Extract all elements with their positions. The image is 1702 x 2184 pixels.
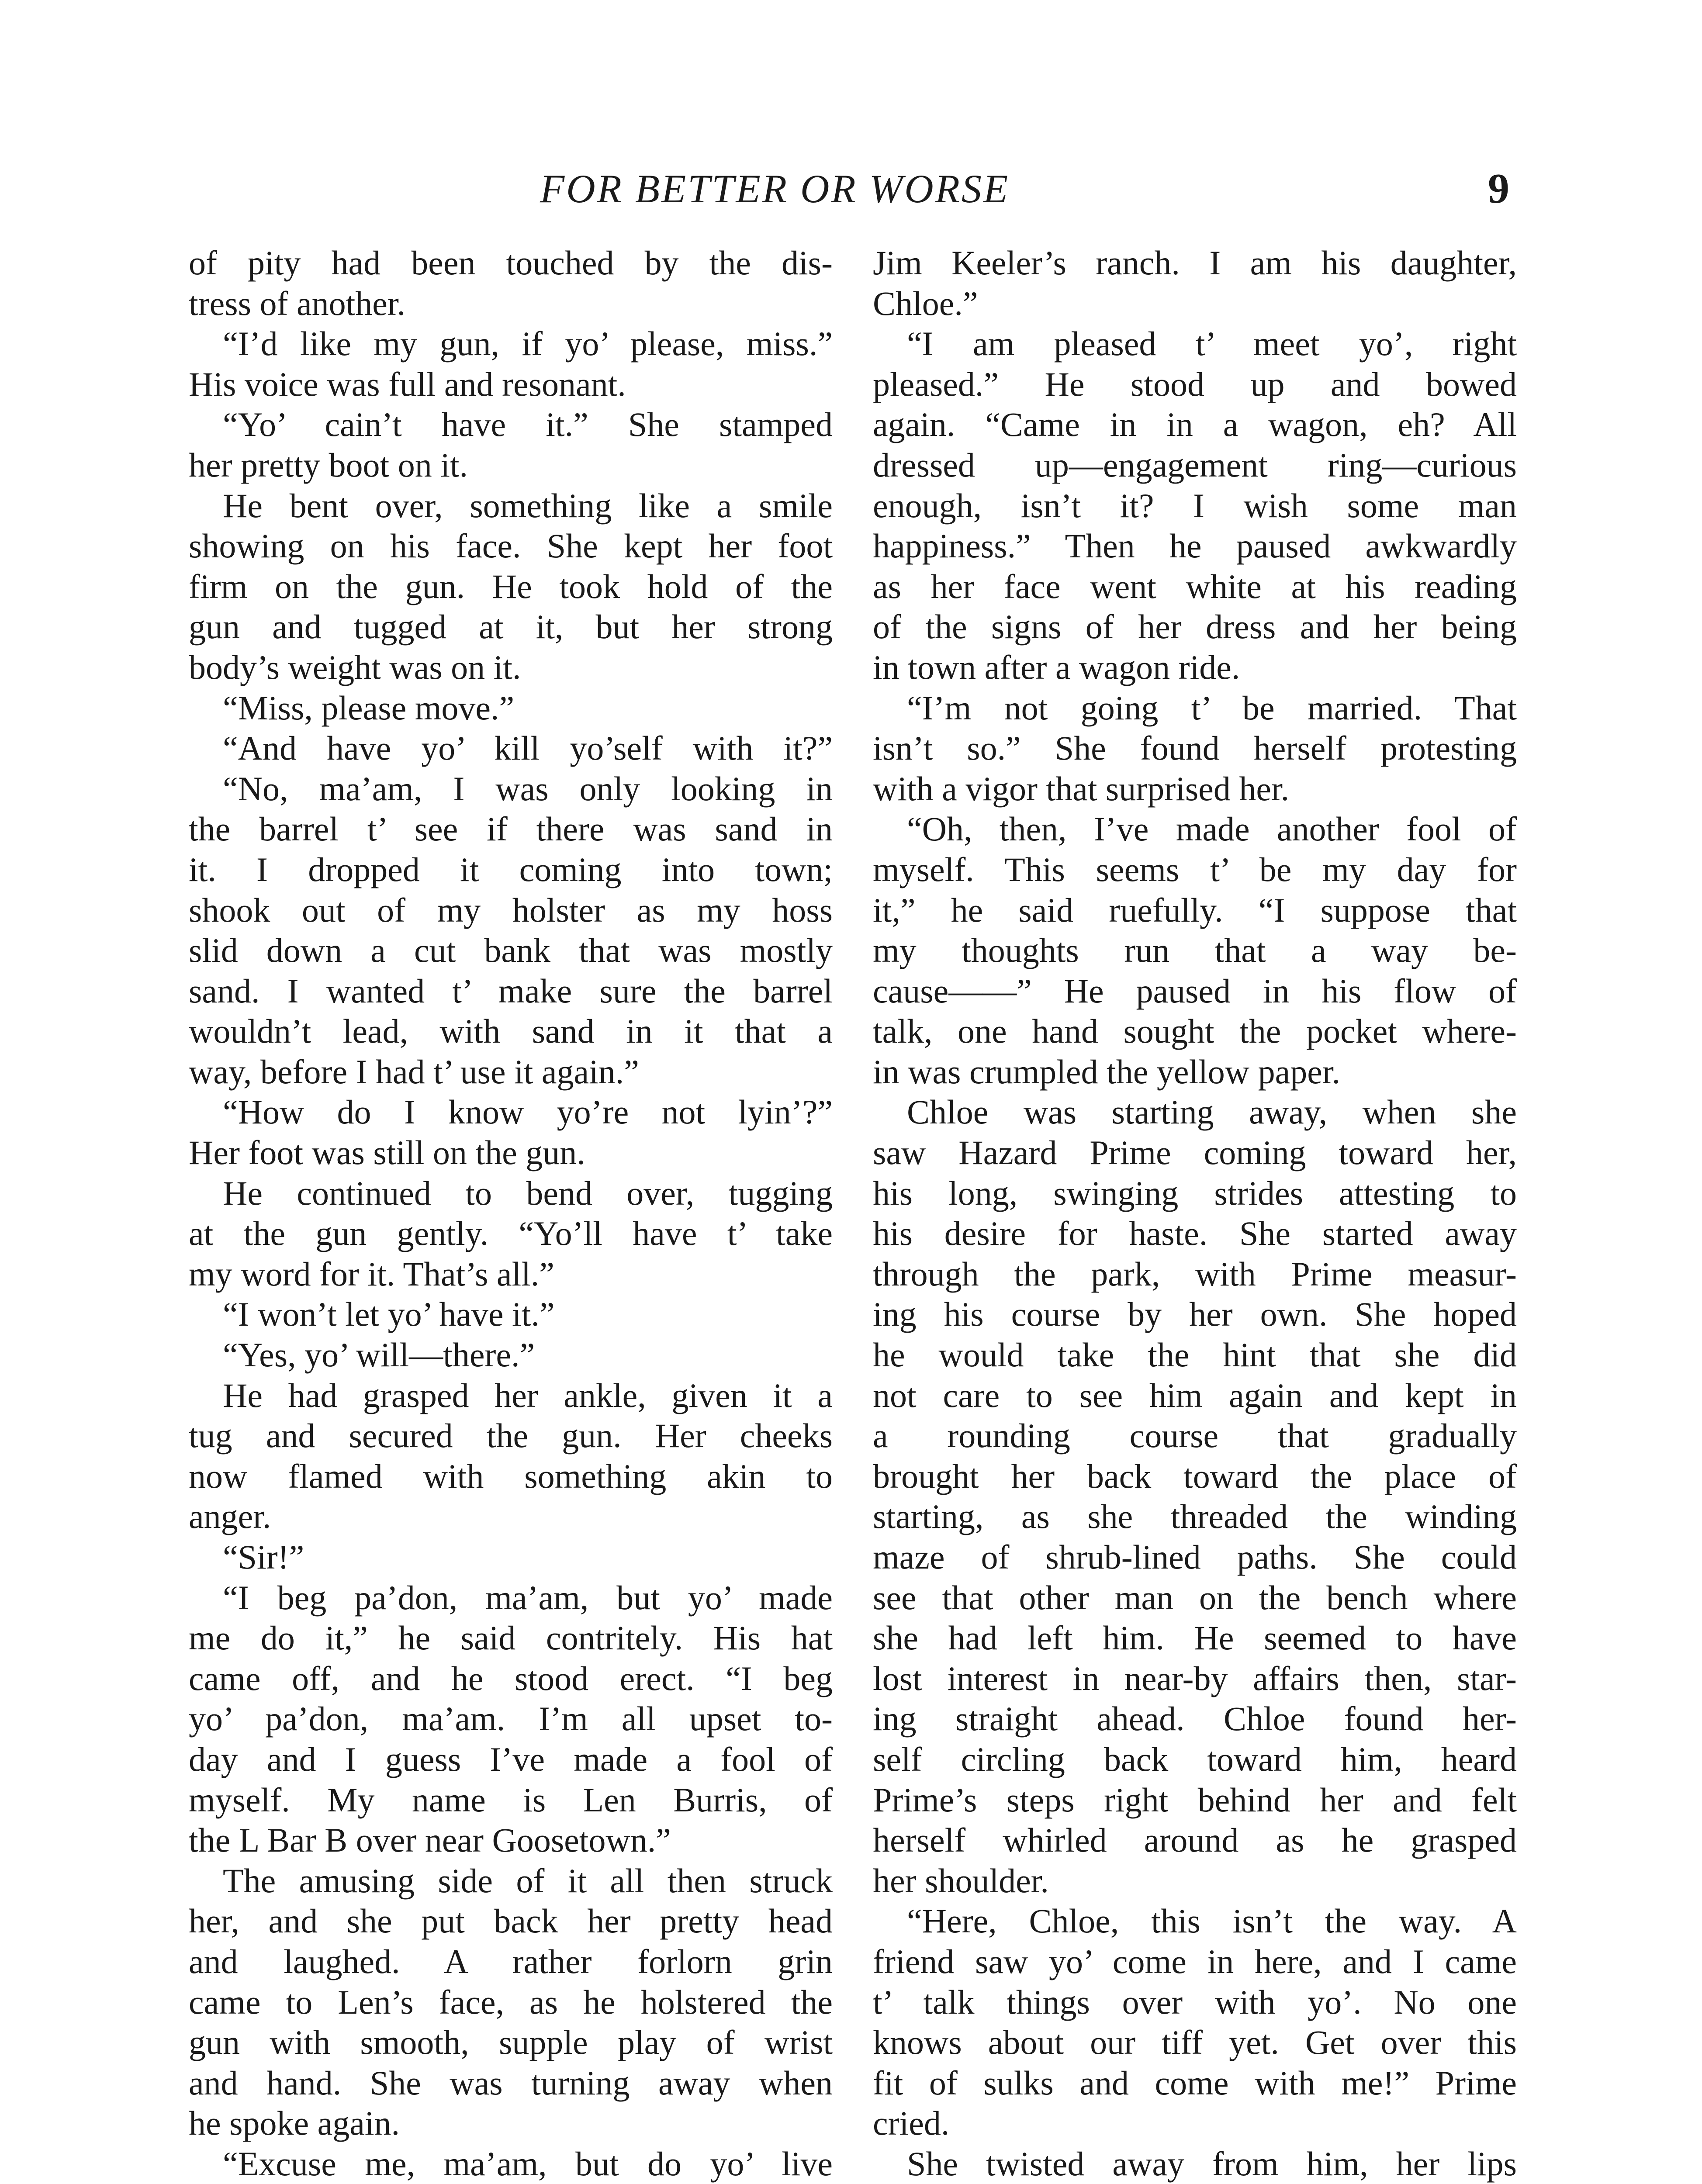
text-line: dressed up—engagement ring—curious bbox=[873, 446, 1517, 484]
text-line: “Yo’ cain’t have it.” She stamped bbox=[223, 405, 833, 444]
text-line: He bent over, something like a smile bbox=[223, 486, 833, 525]
text-line: lost interest in near-by affairs then, star- bbox=[873, 1659, 1517, 1697]
text-line: “No, ma’am, I was only looking in bbox=[223, 769, 833, 808]
text-line: shook out of my holster as my hoss bbox=[189, 891, 833, 929]
text-line: body’s weight was on it. bbox=[189, 648, 521, 686]
text-line: gun and tugged at it, but her strong bbox=[189, 608, 833, 646]
text-line: starting, as she threaded the winding bbox=[873, 1497, 1517, 1536]
text-line: gun with smooth, supple play of wrist bbox=[189, 2023, 833, 2062]
text-line: came off, and he stood erect. “I beg bbox=[189, 1659, 833, 1697]
text-line: came to Len’s face, as he holstered the bbox=[189, 1983, 833, 2021]
text-line: “I’d like my gun, if yo’ please, miss.” bbox=[223, 325, 833, 363]
text-line: see that other man on the bench where bbox=[873, 1578, 1517, 1617]
text-line: as her face went white at his reading bbox=[873, 567, 1517, 605]
text-line: her, and she put back her pretty head bbox=[189, 1902, 833, 1940]
text-line: “I won’t let yo’ have it.” bbox=[223, 1295, 555, 1334]
text-line: way, before I had t’ use it again.” bbox=[189, 1052, 639, 1091]
text-line: He had grasped her ankle, given it a bbox=[223, 1376, 833, 1414]
text-line: He continued to bend over, tugging bbox=[223, 1174, 833, 1212]
text-line: again. “Came in in a wagon, eh? All bbox=[873, 405, 1517, 444]
text-line: Chloe.” bbox=[873, 284, 978, 322]
text-line: the L Bar B over near Goosetown.” bbox=[189, 1821, 671, 1859]
text-line: His voice was full and resonant. bbox=[189, 365, 626, 403]
text-line: she had left him. He seemed to have bbox=[873, 1619, 1517, 1657]
text-line: at the gun gently. “Yo’ll have t’ take bbox=[189, 1214, 833, 1253]
text-line: cried. bbox=[873, 2104, 950, 2143]
text-line: in town after a wagon ride. bbox=[873, 648, 1240, 686]
text-line: happiness.” Then he paused awkwardly bbox=[873, 527, 1517, 565]
text-line: self circling back toward him, heard bbox=[873, 1740, 1517, 1778]
text-line: maze of shrub-lined paths. She could bbox=[873, 1538, 1517, 1576]
text-line: and laughed. A rather forlorn grin bbox=[189, 1942, 833, 1980]
text-line: and hand. She was turning away when bbox=[189, 2063, 833, 2102]
text-line: saw Hazard Prime coming toward her, bbox=[873, 1133, 1517, 1172]
text-line: “I beg pa’don, ma’am, but yo’ made bbox=[223, 1578, 833, 1617]
text-line: showing on his face. She kept her foot bbox=[189, 527, 833, 565]
text-line: he would take the hint that she did bbox=[873, 1336, 1517, 1374]
text-line: of pity had been touched by the dis- bbox=[189, 244, 833, 282]
text-line: in was crumpled the yellow paper. bbox=[873, 1052, 1341, 1091]
text-line: “I am pleased t’ meet yo’, right bbox=[907, 325, 1517, 363]
text-line: the barrel t’ see if there was sand in bbox=[189, 810, 833, 848]
text-line: he spoke again. bbox=[189, 2104, 400, 2143]
text-line: wouldn’t lead, with sand in it that a bbox=[189, 1012, 833, 1051]
text-line: tug and secured the gun. Her cheeks bbox=[189, 1417, 833, 1455]
text-line: “Excuse me, ma’am, but do yo’ live bbox=[223, 2144, 833, 2183]
text-line: cause——” He paused in his flow of bbox=[873, 971, 1517, 1010]
text-line: through the park, with Prime measur- bbox=[873, 1254, 1517, 1293]
text-line: anger. bbox=[189, 1497, 271, 1536]
text-line: slid down a cut bank that was mostly bbox=[189, 931, 833, 970]
text-line: myself. My name is Len Burris, of bbox=[189, 1780, 833, 1819]
text-line: isn’t so.” She found herself protesting bbox=[873, 729, 1517, 767]
text-line: “I’m not going t’ be married. That bbox=[907, 688, 1517, 727]
text-line: friend saw yo’ come in here, and I came bbox=[873, 1942, 1517, 1980]
text-line: his desire for haste. She started away bbox=[873, 1214, 1517, 1253]
text-line: Chloe was starting away, when she bbox=[907, 1093, 1517, 1131]
text-line: sand. I wanted t’ make sure the barrel bbox=[189, 971, 833, 1010]
text-line: of the signs of her dress and her being bbox=[873, 608, 1517, 646]
text-line: ing straight ahead. Chloe found her- bbox=[873, 1700, 1517, 1738]
text-line: it. I dropped it coming into town; bbox=[189, 850, 833, 888]
text-line: pleased.” He stood up and bowed bbox=[873, 365, 1517, 403]
text-line: myself. This seems t’ be my day for bbox=[873, 850, 1517, 888]
text-line: knows about our tiff yet. Get over this bbox=[873, 2023, 1517, 2062]
text-line: it,” he said ruefully. “I suppose that bbox=[873, 891, 1517, 929]
text-line: “And have yo’ kill yo’self with it?” bbox=[223, 729, 833, 767]
text-line: t’ talk things over with yo’. No one bbox=[873, 1983, 1517, 2021]
text-line: now flamed with something akin to bbox=[189, 1457, 833, 1495]
text-line: “Miss, please move.” bbox=[223, 688, 515, 727]
text-line: ing his course by her own. She hoped bbox=[873, 1295, 1517, 1334]
text-line: tress of another. bbox=[189, 284, 406, 322]
text-line: enough, isn’t it? I wish some man bbox=[873, 486, 1517, 525]
text-line: “Here, Chloe, this isn’t the way. A bbox=[907, 1902, 1517, 1940]
text-line: talk, one hand sought the pocket where- bbox=[873, 1012, 1517, 1051]
text-line: her pretty boot on it. bbox=[189, 446, 468, 484]
text-line: her shoulder. bbox=[873, 1861, 1049, 1900]
text-line: “Yes, yo’ will—there.” bbox=[223, 1336, 535, 1374]
text-line: me do it,” he said contritely. His hat bbox=[189, 1619, 833, 1657]
text-line: herself whirled around as he grasped bbox=[873, 1821, 1517, 1859]
text-line: firm on the gun. He took hold of the bbox=[189, 567, 833, 605]
text-line: a rounding course that gradually bbox=[873, 1417, 1517, 1455]
text-line: She twisted away from him, her lips bbox=[907, 2144, 1517, 2183]
text-line: my thoughts run that a way be- bbox=[873, 931, 1517, 970]
page-number: 9 bbox=[1488, 165, 1509, 212]
text-line: “Sir!” bbox=[223, 1538, 304, 1576]
text-line: The amusing side of it all then struck bbox=[223, 1861, 833, 1900]
text-line: yo’ pa’don, ma’am. I’m all upset to- bbox=[189, 1700, 833, 1738]
text-line: day and I guess I’ve made a fool of bbox=[189, 1740, 833, 1778]
running-head bbox=[0, 162, 1702, 219]
left-text-column bbox=[189, 243, 833, 2184]
running-title: FOR BETTER OR WORSE bbox=[540, 166, 1010, 211]
text-line: his long, swinging strides attesting to bbox=[873, 1174, 1517, 1212]
text-line: “How do I know yo’re not lyin’?” bbox=[223, 1093, 833, 1131]
text-line: Prime’s steps right behind her and felt bbox=[873, 1780, 1517, 1819]
text-line: fit of sulks and come with me!” Prime bbox=[873, 2063, 1517, 2102]
text-line: my word for it. That’s all.” bbox=[189, 1254, 554, 1293]
text-line: “Oh, then, I’ve made another fool of bbox=[907, 810, 1517, 848]
text-line: Jim Keeler’s ranch. I am his daughter, bbox=[873, 244, 1517, 282]
text-line: not care to see him again and kept in bbox=[873, 1376, 1517, 1414]
text-line: with a vigor that surprised her. bbox=[873, 769, 1290, 808]
text-line: Her foot was still on the gun. bbox=[189, 1133, 585, 1172]
text-line: brought her back toward the place of bbox=[873, 1457, 1517, 1495]
right-text-column bbox=[873, 243, 1517, 2184]
